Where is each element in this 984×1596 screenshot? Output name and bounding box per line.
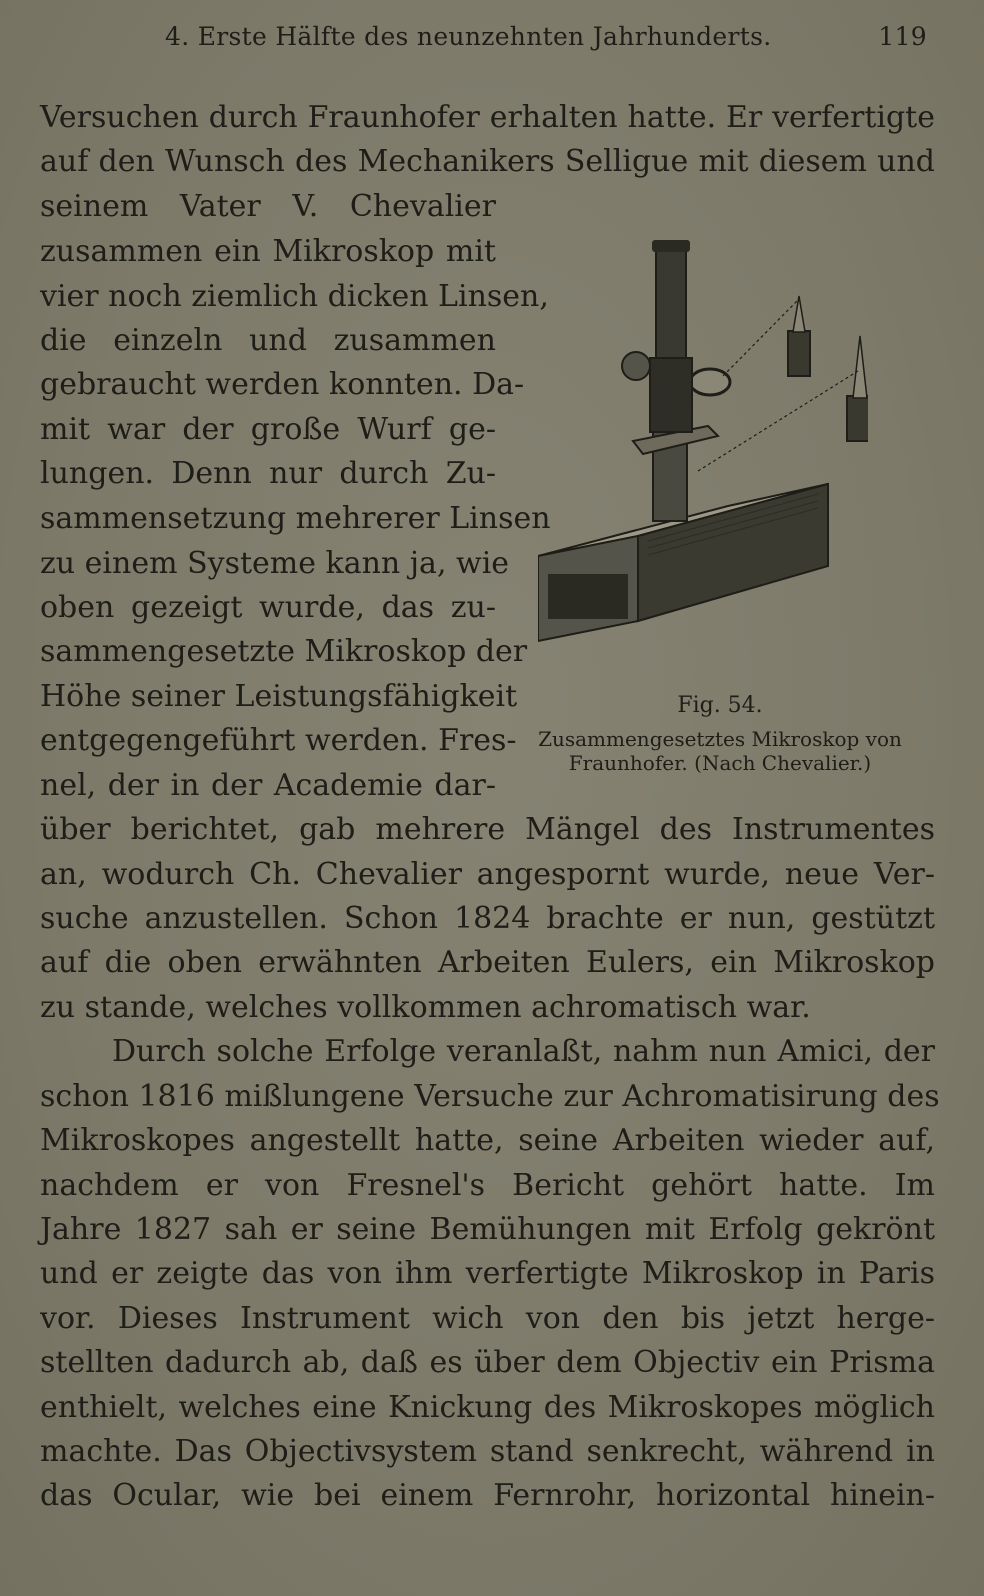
text-line: entgegengeführt werden. Fres- (40, 723, 517, 758)
text-line: auf den Wunsch des Mechanikers Selligue mit diesem und (40, 144, 935, 179)
text-line: Höhe seiner Leistungsfähigkeit (40, 679, 518, 714)
text-line: Mikroskopes angestellt hatte, seine Arbeiten wieder auf, (40, 1123, 935, 1158)
microscope-illustration (538, 236, 868, 666)
text-line: vor. Dieses Instrument wich von den bis jetzt herge- (40, 1301, 935, 1336)
running-head-title: 4. Erste Hälfte des neunzehnten Jahrhunderts. (165, 22, 772, 51)
text-line: nachdem er von Fresnel's Bericht gehört hatte. Im (40, 1168, 935, 1203)
text-line: an, wodurch Ch. Chevalier angespornt wurde, neue Ver- (40, 857, 935, 892)
text-line: und er zeigte das von ihm verfertigte Mikroskop in Paris (40, 1256, 935, 1291)
text-line: gebraucht werden konnten. Da- (40, 367, 525, 402)
page-number: 119 (878, 22, 927, 51)
text-line: stellten dadurch ab, daß es über dem Objectiv ein Prisma (40, 1345, 935, 1380)
text-line: sammengesetzte Mikroskop der (40, 634, 528, 669)
text-line: die einzeln und zusammen (40, 323, 496, 358)
text-line: schon 1816 mißlungene Versuche zur Achromatisirung des (40, 1079, 940, 1114)
figure-caption-line: Fraunhofer. (Nach Chevalier.) (568, 751, 872, 775)
text-line: sammensetzung mehrerer Linsen (40, 501, 551, 536)
text-line: nel, der in der Academie dar- (40, 768, 496, 803)
figure-caption-line: Zusammengesetztes Mikroskop von (538, 727, 902, 751)
text-line: mit war der große Wurf ge- (40, 412, 496, 447)
text-line: seinem Vater V. Chevalier (40, 189, 496, 224)
text-line: Jahre 1827 sah er seine Bemühungen mit Erfolg gekrönt (40, 1212, 935, 1247)
figure-label: Fig. 54. (677, 693, 763, 718)
text-line: über berichtet, gab mehrere Mängel des Instrumentes (40, 812, 935, 847)
running-head (165, 22, 935, 51)
text-line: Durch solche Erfolge veranlaßt, nahm nun Amici, der (112, 1034, 935, 1069)
text-line: zu stande, welches vollkommen achromatisch war. (40, 990, 811, 1025)
text-line: machte. Das Objectivsystem stand senkrecht, während in (40, 1434, 935, 1469)
text-line: Versuchen durch Fraunhofer erhalten hatte. Er verfertigte (40, 100, 935, 135)
text-line: zusammen ein Mikroskop mit (40, 234, 496, 269)
text-line: enthielt, welches eine Knickung des Mikroskopes möglich (40, 1390, 935, 1425)
text-line: suche anzustellen. Schon 1824 brachte er nun, gestützt (40, 901, 935, 936)
text-line: auf die oben erwähnten Arbeiten Eulers, ein Mikroskop (40, 945, 935, 980)
text-line: oben gezeigt wurde, das zu- (40, 590, 496, 625)
text-line: zu einem Systeme kann ja, wie (40, 546, 510, 581)
text-line: lungen. Denn nur durch Zu- (40, 456, 496, 491)
text-line: das Ocular, wie bei einem Fernrohr, horizontal hinein- (40, 1478, 935, 1513)
text-line: vier noch ziemlich dicken Linsen, (40, 279, 549, 314)
